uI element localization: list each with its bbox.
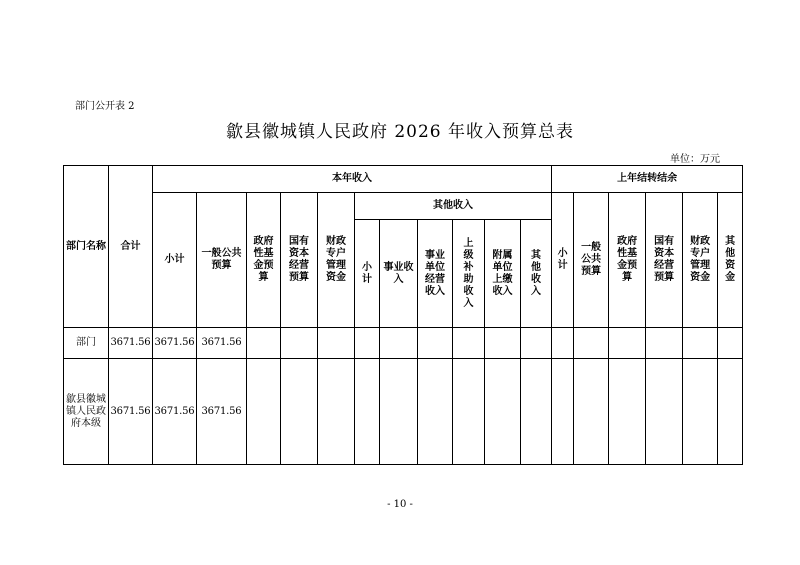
row-cell: [453, 359, 485, 465]
row-cell: [247, 328, 281, 359]
doc-tag: 部门公开表 2: [75, 101, 135, 112]
row-cell: [521, 359, 552, 465]
page-title: 歙县徽城镇人民政府 2026 年收入预算总表: [225, 122, 575, 142]
header-subtotal: 小计: [153, 193, 197, 328]
header-dept-name: 部门名称: [64, 166, 109, 328]
row-cell: [247, 359, 281, 465]
row-cell: [485, 359, 521, 465]
row-cell: [318, 359, 355, 465]
row-cell: [683, 359, 718, 465]
row-dept-name: 歙县徽城镇人民政府本级: [64, 359, 109, 465]
header-fiscal-special: 财政专户管理资金: [318, 193, 355, 328]
header-carry-fiscal-special: 财政专户管理资金: [683, 193, 718, 328]
row-dept-name: 部门: [64, 328, 109, 359]
table-row: [64, 359, 743, 465]
row-cell: [552, 328, 574, 359]
row-general: 3671.56: [197, 328, 247, 359]
row-cell: [318, 328, 355, 359]
revenue-budget-table: [63, 165, 743, 465]
row-cell: [355, 359, 380, 465]
unit-label: 单位：万元: [670, 154, 720, 165]
header-other-income: 其他收入: [355, 193, 552, 220]
header-total: 合计: [109, 166, 153, 328]
row-cell: [281, 328, 318, 359]
row-cell: [418, 328, 453, 359]
row-cell: [355, 328, 380, 359]
row-cell: [281, 359, 318, 465]
header-prev-carryover: 上年结转结余: [552, 166, 743, 193]
row-total: 3671.56: [109, 328, 153, 359]
row-total: 3671.56: [109, 359, 153, 465]
row-cell: [718, 328, 743, 359]
header-superior-subsidy: 上级补助收入: [453, 220, 485, 328]
header-carry-state-capital: 国有资本经营预算: [646, 193, 683, 328]
row-cell: [609, 359, 646, 465]
row-cell: [718, 359, 743, 465]
header-general-budget: 一般公共预算: [197, 193, 247, 328]
row-cell: [574, 328, 609, 359]
row-cell: [485, 328, 521, 359]
row-subtotal: 3671.56: [153, 359, 197, 465]
header-state-capital: 国有资本经营预算: [281, 193, 318, 328]
header-other-misc: 其他收入: [521, 220, 552, 328]
row-cell: [521, 328, 552, 359]
row-cell: [418, 359, 453, 465]
row-cell: [552, 359, 574, 465]
page-number: - 10 -: [387, 499, 413, 510]
row-cell: [646, 359, 683, 465]
row-cell: [574, 359, 609, 465]
row-cell: [453, 328, 485, 359]
header-carry-subtotal: 小计: [552, 193, 574, 328]
table-row: [64, 328, 743, 359]
header-current-year: 本年收入: [153, 166, 552, 193]
row-subtotal: 3671.56: [153, 328, 197, 359]
header-unit-operation: 事业单位经营收入: [418, 220, 453, 328]
header-carry-other: 其他资金: [718, 193, 743, 328]
row-cell: [609, 328, 646, 359]
row-cell: [380, 359, 418, 465]
header-other-subtotal: 小计: [355, 220, 380, 328]
header-carry-general: 一般公共预算: [574, 193, 609, 328]
header-institution-income: 事业收入: [380, 220, 418, 328]
header-affiliated-remit: 附属单位上缴收入: [485, 220, 521, 328]
row-general: 3671.56: [197, 359, 247, 465]
row-cell: [646, 328, 683, 359]
header-gov-fund: 政府性基金预算: [247, 193, 281, 328]
header-carry-gov-fund: 政府性基金预算: [609, 193, 646, 328]
row-cell: [683, 328, 718, 359]
row-cell: [380, 328, 418, 359]
